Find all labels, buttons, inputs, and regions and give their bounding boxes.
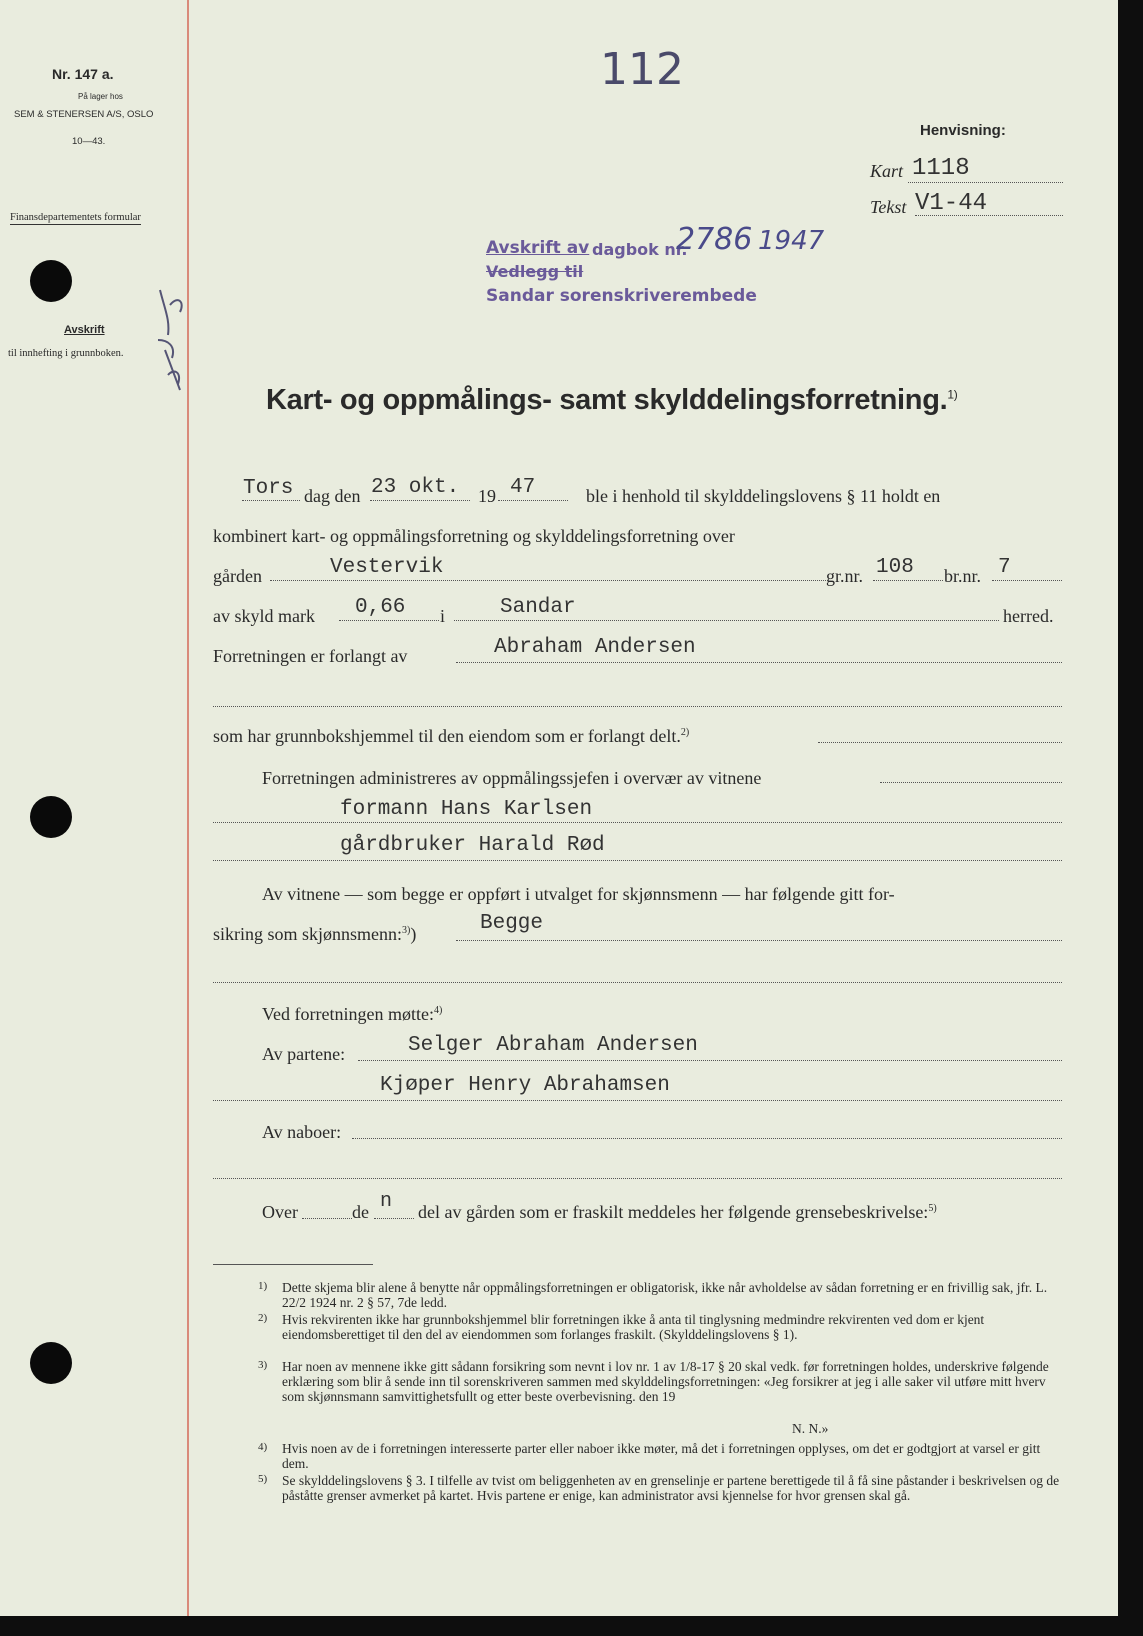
forlangt-label: Forretningen er forlangt av [213, 646, 408, 666]
garden-value: Vestervik [330, 556, 444, 579]
kart-label: Kart [870, 161, 904, 181]
over-line [302, 1218, 352, 1219]
brnr-line [992, 580, 1062, 581]
year-prefix: 19 [478, 486, 496, 506]
motte-label: Ved forretningen møtte: [262, 1004, 434, 1024]
grnr-label: gr.nr. [826, 566, 864, 586]
admin-text: Forretningen administreres av oppmålingssjefen i overvær av vitnene [262, 768, 762, 788]
tekst-value: V1-44 [915, 190, 988, 217]
day-line [242, 500, 300, 501]
stamp-avskrift-av: Avskrift av [486, 238, 590, 258]
footnote-3-signature: N. N.» [792, 1421, 829, 1436]
over-footnote-ref: 5) [928, 1203, 937, 1214]
admin-line-dots [880, 782, 1062, 783]
naboer-line2 [213, 1178, 1062, 1179]
over-label: Over [262, 1202, 298, 1222]
footnote-3-num: 3) [258, 1359, 268, 1371]
grnr-value: 108 [876, 556, 914, 579]
garden-label: gården [213, 566, 262, 586]
dag-den-label: dag den [304, 486, 361, 506]
punch-hole-top [30, 260, 72, 302]
vitnene-value: Begge [480, 912, 544, 935]
grunnbok-footnote-ref: 2) [680, 727, 690, 738]
de-line [374, 1218, 414, 1219]
day-prefix: Tors [243, 477, 294, 500]
date-line [370, 500, 470, 501]
date-code: 10—43. [72, 136, 106, 147]
skyld-label: av skyld mark [213, 606, 315, 626]
footnote-separator [213, 1264, 373, 1265]
footnote-2: Hvis rekvirenten ikke har grunnbokshjemmel blir forretningen ikke å anta til tinglysning medmindre rekvirenten ved dom er kjent eiendomsberettiget til den del av eiendommen som forlanges fraskilt. (Skylddelingslovens § 1). [282, 1312, 985, 1342]
margin-initials-scribble [150, 280, 205, 415]
herred-label: herred. [1003, 606, 1054, 626]
forlangt-line [456, 662, 1062, 663]
witness2: gårdbruker Harald Rød [340, 834, 605, 857]
footnote-4: Hvis noen av de i forretningen interesserte parter eller naboer ikke møter, må det i forretningen opplyses, om det er godtgjort at varsel er gitt dem. [282, 1441, 1041, 1471]
avskrift-subtitle: til innhefting i grunnboken. [8, 348, 124, 359]
year-line [498, 500, 568, 501]
vitnene-label: sikring som skjønnsmenn: [213, 924, 403, 944]
partene-line1 [358, 1060, 1062, 1061]
footnote-4-num: 4) [258, 1441, 268, 1453]
brnr-value: 7 [998, 556, 1011, 579]
brnr-label: br.nr. [944, 566, 982, 586]
date-value: 23 okt. [371, 476, 460, 499]
vitnene-line-dots2 [213, 982, 1062, 983]
grunnbok-line-dots [818, 742, 1062, 743]
footnote-2-num: 2) [258, 1312, 268, 1324]
de-label: de [352, 1202, 369, 1222]
footnote-3: Har noen av mennene ikke gitt sådann forsikring som nevnt i lov nr. 1 av 1/8-17 § 20 skal vedk. før forretningen holdes, underskrive følgende erklæring som blir å sende inn til sorenskriveren sammen med skylddelingsforretningen: «Jeg forsikrer at jeg i alle saker vil utføre mitt hverv som skjønnsmann samvittighetsfullt og etter beste overbevisning. den 19 [282, 1359, 1049, 1404]
kart-value: 1118 [912, 155, 970, 182]
stamp-vedlegg-til: Vedlegg til [486, 262, 584, 281]
publisher-line1: På lager hos [78, 92, 123, 101]
skyld-value: 0,66 [355, 596, 406, 619]
stamp-office: Sandar sorenskriverembede [486, 286, 757, 306]
vitnene-line1: Av vitnene — som begge er oppført i utvalget for skjønnsmenn — har følgende gitt for- [262, 884, 895, 904]
line1-rest: ble i henhold til skylddelingslovens § 11 holdt en [586, 486, 941, 506]
over-rest: del av gården som er fraskilt meddeles her følgende grensebeskrivelse: [418, 1202, 929, 1222]
page-number: 112 [600, 44, 684, 95]
punch-hole-middle [30, 796, 72, 838]
formular-label: Finansdepartementets formular [10, 212, 141, 223]
partene1: Selger Abraham Andersen [408, 1034, 698, 1057]
partene-label: Av partene: [262, 1044, 346, 1064]
form-heading-footnote-ref: 1) [947, 387, 958, 402]
year-suffix: 47 [510, 476, 536, 499]
motte-footnote-ref: 4) [433, 1005, 443, 1016]
garden-line [270, 580, 826, 581]
partene2: Kjøper Henry Abrahamsen [380, 1074, 670, 1097]
vitnene-line2: sikring som skjønnsmenn:$^{3)}$) [213, 924, 417, 944]
motte-text [262, 1004, 442, 1025]
kart-line [908, 182, 1063, 183]
vitnene-footnote-ref: 3) [402, 925, 411, 936]
footnote-1-num: 1) [258, 1280, 268, 1292]
tekst-label: Tekst [870, 197, 907, 217]
stamp-dagbok-label: dagbok nr. [592, 240, 688, 259]
stamp-dagbok-number: 2786 [676, 222, 753, 257]
punch-hole-bottom [30, 1342, 72, 1384]
skyld-line [339, 620, 439, 621]
form-number: Nr. 147 a. [52, 66, 114, 82]
partene-line2 [213, 1100, 1062, 1101]
forlangt-line2 [213, 706, 1062, 707]
stamp-year: 1947 [758, 226, 825, 256]
de-value: n [380, 1190, 393, 1213]
witness1: formann Hans Karlsen [340, 798, 593, 821]
grnr-line [873, 580, 943, 581]
naboer-label: Av naboer: [262, 1122, 342, 1142]
naboer-line1 [352, 1138, 1062, 1139]
witness1-line [213, 822, 1062, 823]
line2-text: kombinert kart- og oppmålingsforretning og skylddelingsforretning over [213, 526, 735, 546]
herred-line [454, 620, 999, 621]
henvisning-title: Henvisning: [920, 122, 1006, 139]
over-rest-text [418, 1202, 937, 1223]
herred-value: Sandar [500, 596, 576, 619]
form-heading [266, 384, 957, 417]
footnote-1: Dette skjema blir alene å benytte når oppmålingsforretningen er obligatorisk, ikke når avholdelse av sådan forretning er en frivillig sak, jfr. L. 22/2 1924 nr. 2 § 57, 7de ledd. [282, 1280, 1048, 1310]
footnote-5-num: 5) [258, 1473, 268, 1485]
footnote-5: Se skylddelingslovens § 3. I tilfelle av tvist om beliggenheten av en grenselinje er partene berettigede til å få sine påstander i beskrivelsen og de påståtte grenser avmerket på kartet. Hvis partene er enige, kan administrator avsi kjennelse for hvor grensen skal gå. [282, 1473, 1060, 1503]
grunnbok-line: som har grunnbokshjemmel til den eiendom som er forlangt delt. [213, 726, 681, 746]
margin-rule [187, 0, 189, 1616]
publisher-line2: SEM & STENERSEN A/S, OSLO [14, 109, 154, 120]
avskrift-title: Avskrift [64, 324, 105, 336]
i-label: i [440, 606, 446, 626]
form-heading-text: Kart- og oppmålings- samt skylddelingsforretning. [266, 384, 948, 416]
grunnbok-text [213, 726, 689, 747]
forlangt-value: Abraham Andersen [494, 636, 696, 659]
vitnene-line-dots [456, 940, 1062, 941]
witness2-line [213, 860, 1062, 861]
